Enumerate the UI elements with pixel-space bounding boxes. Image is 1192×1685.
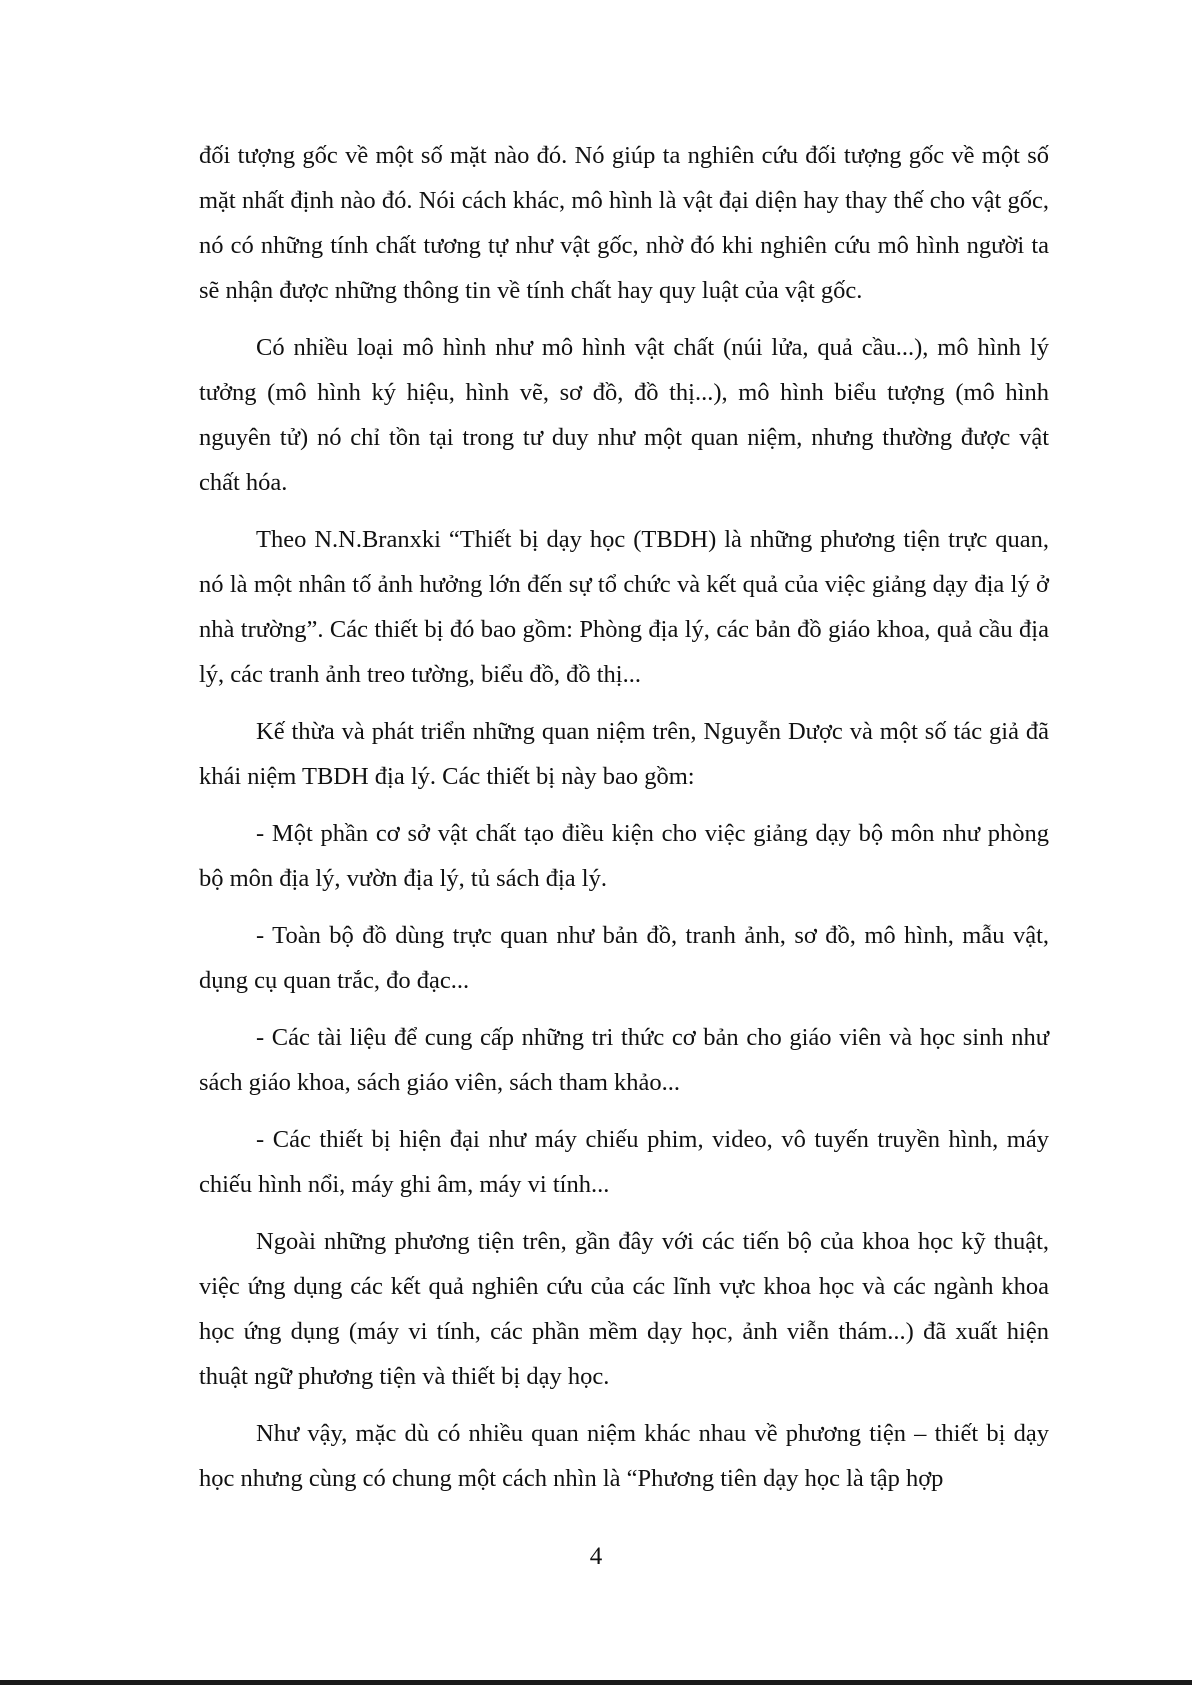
paragraph-model-definition: đối tượng gốc về một số mặt nào đó. Nó giúp ta nghiên cứu đối tượng gốc về một số mặt nhất định nào đó. Nói cách khác, mô hình là vật đại diện hay thay thế cho vật gốc, nó có những tính chất tương tự như vật gốc, nhờ đó khi nghiên cứu mô hình người ta sẽ nhận được những thông tin về tính chất hay quy luật của vật gốc.: [199, 142, 1049, 304]
paragraph-model-types: Có nhiều loại mô hình như mô hình vật chất (núi lửa, quả cầu...), mô hình lý tưởng (mô hình ký hiệu, hình vẽ, sơ đồ, đồ thị...), mô hình biểu tượng (mô hình nguyên tử) nó chỉ tồn tại trong tư duy như một quan niệm, nhưng thường được vật chất hóa.: [199, 334, 1049, 496]
list-item-visual-aids: - Toàn bộ đồ dùng trực quan như bản đồ, tranh ảnh, sơ đồ, mô hình, mẫu vật, dụng cụ quan trắc, đo đạc...: [199, 922, 1049, 994]
list-item-documents: - Các tài liệu để cung cấp những tri thức cơ bản cho giáo viên và học sinh như sách giáo khoa, sách giáo viên, sách tham khảo...: [199, 1024, 1049, 1096]
page-number: 4: [589, 1543, 603, 1570]
paragraph-conclusion: Như vậy, mặc dù có nhiều quan niệm khác nhau về phương tiện – thiết bị dạy học nhưng cùng có chung một cách nhìn là “Phương tiên dạy học là tập hợp: [199, 1420, 1049, 1492]
paragraph-recent-advances: Ngoài những phương tiện trên, gần đây với các tiến bộ của khoa học kỹ thuật, việc ứng dụng các kết quả nghiên cứu của các lĩnh vực khoa học và các ngành khoa học ứng dụng (máy vi tính, các phần mềm dạy học, ảnh viễn thám...) đã xuất hiện thuật ngữ phương tiện và thiết bị dạy học.: [199, 1228, 1049, 1390]
list-item-modern-devices: - Các thiết bị hiện đại như máy chiếu phim, video, vô tuyến truyền hình, máy chiếu hình nổi, máy ghi âm, máy vi tính...: [199, 1126, 1049, 1198]
list-item-facilities: - Một phần cơ sở vật chất tạo điều kiện cho việc giảng dạy bộ môn như phòng bộ môn địa lý, vườn địa lý, tủ sách địa lý.: [199, 820, 1049, 892]
body-text: [199, 133, 1049, 1513]
paragraph-nguyen-duoc: Kế thừa và phát triển những quan niệm trên, Nguyễn Dược và một số tác giả đã khái niệm TBDH địa lý. Các thiết bị này bao gồm:: [199, 718, 1049, 790]
paragraph-branxki-quote: Theo N.N.Branxki “Thiết bị dạy học (TBDH) là những phương tiện trực quan, nó là một nhân tố ảnh hưởng lớn đến sự tổ chức và kết quả của việc giảng dạy địa lý ở nhà trường”. Các thiết bị đó bao gồm: Phòng địa lý, các bản đồ giáo khoa, quả cầu địa lý, các tranh ảnh treo tường, biểu đồ, đồ thị...: [199, 526, 1049, 688]
bottom-edge-rule: [0, 1680, 1192, 1685]
